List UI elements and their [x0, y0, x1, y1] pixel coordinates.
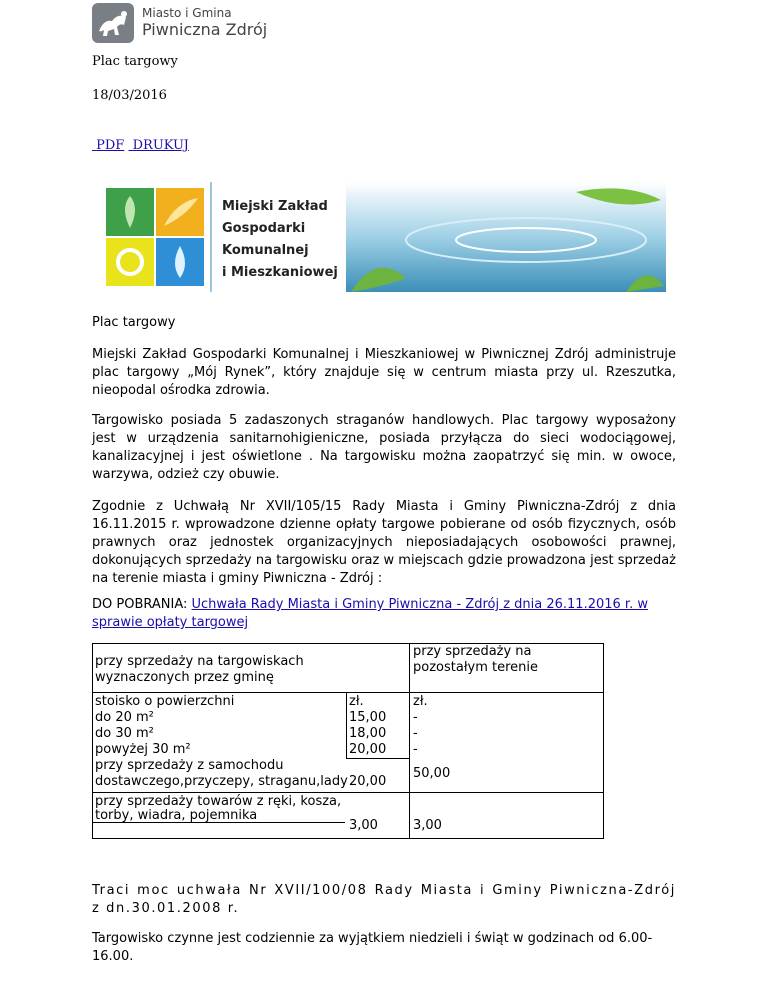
download-prefix: DO POBRANIA: [92, 597, 192, 612]
vehicle-label-line2: dostawczego,przyczepy, straganu,lady [95, 774, 348, 789]
paragraph-facilities: Targowisko posiada 5 zadaszonych straganów handlowych. Plac targowy wyposażony jest w urządzenia sanitarnohigieniczne, posiada przyłącza do sieci wodociągowej, kanalizacyjnej i jest oświetlone . Na targowisku można zaopatrzyć się min. w owoce, warzywa, odzież czy obuwie. [92, 413, 676, 482]
row-value-markets: 20,00 [349, 742, 387, 757]
resolution-download-link[interactable]: Uchwała Rady Miasta i Gminy Piwniczna - Zdrój z dnia 26.11.2016 r. w sprawie opłaty targowej [92, 597, 648, 630]
row-value-markets: zł. [349, 694, 364, 709]
print-link-label: DRUKUJ [132, 138, 189, 153]
logo-line-1: Miejski Zakład [222, 199, 328, 214]
row-label: powyżej 30 m² [95, 742, 191, 757]
table-head-other: przy sprzedaży na pozostałym terenie [413, 644, 539, 675]
publish-date: 18/03/2016 [92, 88, 167, 103]
row-value-other: - [413, 726, 418, 741]
row-value-other: - [413, 710, 418, 725]
paragraph-hours: Targowisko czynne jest codziennie za wyjątkiem niedzieli i świąt w godzinach od 6.00-16.00. [92, 931, 653, 964]
row-value-other: - [413, 742, 418, 757]
doc-actions [92, 138, 189, 153]
row-label: do 30 m² [95, 726, 154, 741]
row-label: stoisko o powierzchni [95, 694, 235, 709]
pdf-link[interactable] [92, 138, 124, 153]
download-section [92, 596, 676, 632]
row-value-other: zł. [413, 694, 428, 709]
site-name-line2: Piwniczna Zdrój [142, 20, 268, 39]
row-value-markets: 15,00 [349, 710, 387, 725]
hand-label-line2: torby, wiadra, pojemnika [95, 808, 258, 823]
logo-line-4: i Mieszkaniowej [222, 265, 338, 280]
paragraph-repeal: Traci moc uchwała Nr XVII/100/08 Rady Miasta i Gminy Piwniczna-Zdrój z dn.30.01.2008 r. [92, 883, 676, 916]
site-header [90, 2, 267, 44]
hand-value-other: 3,00 [413, 818, 442, 833]
vehicle-value-markets: 20,00 [349, 774, 387, 789]
hand-label-line1: przy sprzedaży towarów z ręki, kosza, [95, 794, 342, 809]
subtitle: Plac targowy [92, 315, 176, 330]
yellow-tile-icon [106, 238, 154, 286]
fee-table [92, 643, 604, 839]
print-link[interactable] [128, 138, 188, 153]
paragraph-intro: Miejski Zakład Gospodarki Komunalnej i Mieszkaniowej w Piwnicznej Zdrój administruje plac targowy „Mój Rynek”, który znajduje się w centrum miasta przy ul. Rzeszutka, nieopodal ośrodka zdrowia. [92, 347, 676, 398]
vehicle-label-line1: przy sprzedaży z samochodu [95, 758, 284, 773]
logo-graphic [106, 182, 666, 292]
site-name-line1: Miasto i Gmina [142, 6, 232, 20]
paragraph-resolution: Zgodnie z Uchwałą Nr XVII/105/15 Rady Miasta i Gminy Piwniczna-Zdrój z dnia 16.11.2015 r. wprowadzone dzienne opłaty targowe pobierane od osób fizycznych, osób prawnych oraz jednostek organizacyjnych nieposiadających osobowości prawnej, dokonujących sprzedaży na targowisku oraz w miejscach gdzie prowadzona jest sprzedaż na terenie miasta i gminy Piwniczna - Zdrój : [92, 499, 676, 586]
row-value-markets: 18,00 [349, 726, 387, 741]
table-head-markets: przy sprzedaży na targowiskach wyznaczonych przez gminę [95, 654, 304, 685]
logo-line-2: Gospodarki [222, 221, 306, 236]
pdf-link-label: PDF [96, 138, 125, 153]
site-name [142, 6, 267, 40]
vehicle-value-other: 50,00 [413, 766, 451, 781]
mzgkim-logo [106, 182, 666, 292]
page-title: Plac targowy [92, 54, 178, 69]
hand-value-markets: 3,00 [349, 818, 378, 833]
logo-line-3: Komunalnej [222, 243, 309, 258]
row-label: do 20 m² [95, 710, 154, 725]
town-crest-icon [90, 1, 136, 45]
